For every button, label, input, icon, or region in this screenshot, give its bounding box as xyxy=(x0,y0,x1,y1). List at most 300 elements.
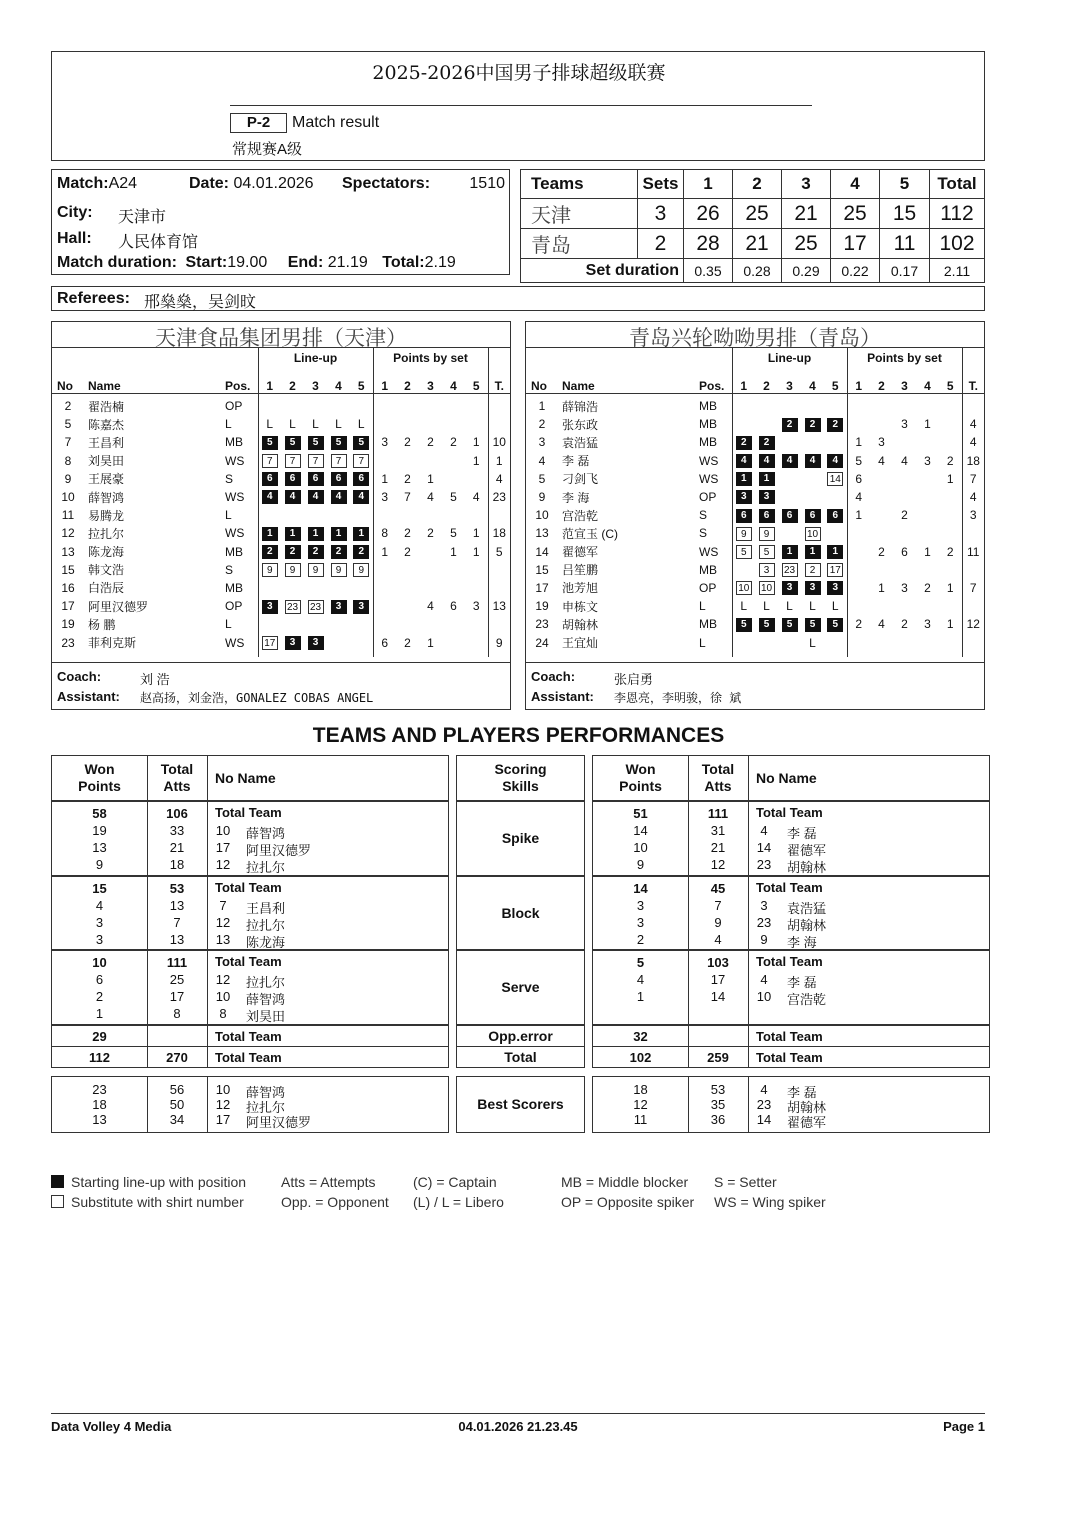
set-points xyxy=(893,397,916,415)
set-points xyxy=(465,506,488,524)
set-points: 3 xyxy=(373,488,396,506)
set-points xyxy=(847,397,870,415)
sb-s4-home: 25 xyxy=(831,199,880,229)
player-name: 刘昊田 xyxy=(88,454,125,469)
player-no: 16 xyxy=(61,580,75,595)
player-atts: 31 xyxy=(710,823,726,838)
player-row xyxy=(526,433,984,451)
libero-mark: L xyxy=(740,599,748,614)
total-value: 2.19 xyxy=(424,254,456,271)
libero-mark: L xyxy=(266,417,274,432)
set-points xyxy=(373,452,396,470)
player-pos: L xyxy=(223,506,258,524)
sb-duration-row xyxy=(521,259,985,283)
player-no: 9 xyxy=(64,471,72,486)
best-won: 11 xyxy=(633,1112,648,1127)
sb-dur4: 0.22 xyxy=(831,259,880,283)
duration-label: Match duration: xyxy=(57,254,177,271)
starter-badge: 2 xyxy=(827,418,843,432)
set-points: 2 xyxy=(404,635,411,650)
away-team-box xyxy=(525,321,985,710)
set-points xyxy=(939,488,962,506)
player-row xyxy=(526,579,984,597)
player-no: 9 xyxy=(538,490,546,505)
set-points xyxy=(442,561,465,579)
player-no: 10 xyxy=(215,823,231,838)
sub-badge: 10 xyxy=(736,581,752,595)
starter-badge: 1 xyxy=(782,545,798,559)
set-points: 1 xyxy=(427,635,434,650)
set-points xyxy=(442,415,465,433)
starter-badge: 4 xyxy=(353,490,369,504)
player-won: 4 xyxy=(95,898,104,913)
set-points: 1 xyxy=(373,470,396,488)
player-no: 17 xyxy=(61,599,75,614)
total-team-label: Total Team xyxy=(215,1050,282,1065)
player-no: 23 xyxy=(535,617,549,632)
player-row xyxy=(52,452,510,470)
starter-badge: 2 xyxy=(262,545,278,559)
player-no: 4 xyxy=(760,823,768,838)
col-lineup-1: 1 xyxy=(258,368,281,393)
player-won: 9 xyxy=(636,857,645,872)
set-points xyxy=(916,433,939,451)
set-points xyxy=(893,561,916,579)
starter-badge: 2 xyxy=(736,436,752,450)
sb-dur5: 0.17 xyxy=(880,259,930,283)
col-set-3: 3 xyxy=(419,368,442,393)
player-total xyxy=(962,597,984,615)
h-divider-2 xyxy=(207,756,208,800)
player-row xyxy=(52,561,510,579)
date-value: 04.01.2026 xyxy=(233,175,314,192)
set-points: 2 xyxy=(404,435,411,450)
lineup-header: Line-up xyxy=(732,347,847,368)
starter-badge: 2 xyxy=(353,545,369,559)
player-name: 申栋文 xyxy=(562,599,599,614)
player-atts: 7 xyxy=(714,898,722,913)
libero-mark: L xyxy=(763,599,770,614)
legend-starter: Starting line-up with position xyxy=(71,1174,247,1190)
player-pos: WS xyxy=(223,452,258,470)
best-no: 14 xyxy=(756,1112,772,1127)
sub-badge: 23 xyxy=(308,600,324,614)
set-points: 1 xyxy=(450,544,457,559)
col-set-4: 4 xyxy=(442,368,465,393)
starter-badge: 2 xyxy=(331,545,347,559)
player-no: 12 xyxy=(61,526,75,541)
starter-badge: 1 xyxy=(805,545,821,559)
set-points xyxy=(916,524,939,542)
set-points xyxy=(419,579,442,597)
assistant-label: Assistant: xyxy=(57,689,120,704)
col-set-2: 2 xyxy=(396,368,419,393)
home-opp-row xyxy=(51,1025,449,1047)
set-points: 5 xyxy=(847,452,870,470)
coach-rule xyxy=(526,662,984,663)
set-points xyxy=(939,506,962,524)
legend-mb: MB = Middle blocker xyxy=(561,1174,689,1190)
player-total: 9 xyxy=(488,633,510,651)
player-won: 3 xyxy=(636,898,645,913)
starter-badge: 4 xyxy=(308,490,324,504)
player-row xyxy=(52,488,510,506)
spectators-value: 1510 xyxy=(469,175,505,192)
starter-badge: 6 xyxy=(736,509,752,523)
sb-dur1: 0.35 xyxy=(684,259,733,283)
best-name: 阿里汉德罗 xyxy=(246,1115,312,1130)
player-pos: WS xyxy=(223,524,258,542)
col-set-1: 1 xyxy=(847,368,870,393)
libero-mark: L xyxy=(335,417,342,432)
set-points: 3 xyxy=(924,453,931,468)
player-total: 4 xyxy=(962,433,984,451)
set-points: 5 xyxy=(450,526,457,541)
team-atts: 53 xyxy=(169,881,185,896)
col-lineup-1: 1 xyxy=(732,368,755,393)
away-block-block xyxy=(592,876,990,950)
player-pos: OP xyxy=(697,488,732,506)
player-name: 翟德军 xyxy=(562,545,599,560)
player-no: 4 xyxy=(760,972,768,987)
player-total: 11 xyxy=(962,543,984,561)
set-points xyxy=(870,506,893,524)
player-pos: WS xyxy=(223,633,258,651)
assistant-label: Assistant: xyxy=(531,689,594,704)
set-points xyxy=(396,506,419,524)
best-atts: 36 xyxy=(710,1112,726,1127)
player-total xyxy=(962,524,984,542)
player-name: 范宣玉 (C) xyxy=(562,526,618,541)
player-row xyxy=(526,615,984,633)
player-total: 7 xyxy=(962,470,984,488)
player-total: 5 xyxy=(488,543,510,561)
libero-mark: L xyxy=(289,417,296,432)
set-points xyxy=(870,524,893,542)
skill-serve: Serve xyxy=(456,950,585,1025)
player-name: 李 磊 xyxy=(787,975,817,990)
player-row xyxy=(52,524,510,542)
set-points: 2 xyxy=(404,544,411,559)
starter-badge: 5 xyxy=(782,618,798,632)
set-points xyxy=(419,615,442,633)
starter-badge: 3 xyxy=(353,600,369,614)
set-points: 2 xyxy=(878,544,885,559)
sub-badge: 7 xyxy=(285,454,301,468)
referees-value: 邢燊燊，吴剑旼 xyxy=(144,294,257,311)
player-name: 薛智鸿 xyxy=(246,992,286,1007)
player-pos: S xyxy=(697,506,732,524)
player-total: 18 xyxy=(488,524,510,542)
total-atts: 259 xyxy=(707,1050,729,1065)
starter-badge: 6 xyxy=(782,509,798,523)
starter-badge: 4 xyxy=(827,454,843,468)
total-team-label: Total Team xyxy=(756,954,823,969)
player-name: 吕笙鹏 xyxy=(562,563,599,578)
player-name: 拉扎尔 xyxy=(246,975,286,990)
set-points: 1 xyxy=(472,544,480,559)
total-team-label: Total Team xyxy=(756,805,823,820)
set-points xyxy=(847,633,870,651)
set-points: 1 xyxy=(472,453,480,468)
best-scorers-label: Best Scorers xyxy=(456,1076,585,1133)
player-name: 刘昊田 xyxy=(246,1009,286,1024)
player-no: 12 xyxy=(215,972,231,987)
starter-badge: 4 xyxy=(759,454,775,468)
starter-badge: 6 xyxy=(262,472,278,486)
sub-badge: 9 xyxy=(759,527,775,541)
player-atts: 21 xyxy=(710,840,726,855)
sub-badge: 10 xyxy=(805,527,821,541)
team-won: 51 xyxy=(633,806,648,821)
player-pos: MB xyxy=(223,433,258,451)
h-won-points: Won Points xyxy=(78,761,121,794)
player-pos: S xyxy=(697,524,732,542)
starter-badge: 4 xyxy=(331,490,347,504)
player-name: 宫浩乾 xyxy=(562,508,599,523)
player-no: 1 xyxy=(538,399,546,414)
sub-badge: 10 xyxy=(759,581,775,595)
player-won: 3 xyxy=(95,932,104,947)
player-name: 李 海 xyxy=(787,935,817,950)
player-won: 4 xyxy=(636,972,645,987)
set-points xyxy=(396,615,419,633)
set-points xyxy=(870,415,893,433)
starter-badge: 1 xyxy=(759,472,775,486)
player-no: 4 xyxy=(538,453,546,468)
player-total xyxy=(488,397,510,415)
player-atts: 13 xyxy=(169,898,185,913)
player-row xyxy=(526,597,984,615)
starter-badge: 3 xyxy=(285,636,301,650)
set-points xyxy=(465,415,488,433)
set-points xyxy=(893,470,916,488)
player-no: 15 xyxy=(61,562,75,577)
team-atts: 45 xyxy=(710,881,726,896)
away-serve-block xyxy=(592,950,990,1025)
set-points: 2 xyxy=(427,435,434,450)
sub-badge: 9 xyxy=(262,563,278,577)
player-total: 13 xyxy=(488,597,510,615)
starter-badge: 3 xyxy=(308,636,324,650)
total-label: Total: xyxy=(382,254,425,271)
set-points: 2 xyxy=(946,544,954,559)
sb-dur-total: 2.11 xyxy=(930,259,985,283)
player-atts: 14 xyxy=(710,989,726,1004)
player-no: 8 xyxy=(219,1006,227,1021)
player-no: 15 xyxy=(535,562,549,577)
player-no: 23 xyxy=(61,635,75,650)
away-perf-header xyxy=(592,755,990,801)
legend-ws: WS = Wing spiker xyxy=(714,1194,826,1210)
set-points xyxy=(442,470,465,488)
end-label: End: xyxy=(287,254,324,271)
player-no: 7 xyxy=(64,435,72,450)
player-pos: OP xyxy=(697,579,732,597)
player-name: 陈龙海 xyxy=(88,545,125,560)
team-atts: 111 xyxy=(707,806,729,821)
performances-heading: TEAMS AND PLAYERS PERFORMANCES xyxy=(312,724,725,747)
best-no: 23 xyxy=(756,1097,772,1112)
set-points: 3 xyxy=(878,435,885,450)
player-row xyxy=(52,415,510,433)
set-points xyxy=(419,415,442,433)
player-total: 4 xyxy=(488,470,510,488)
starter-badge: 1 xyxy=(736,472,752,486)
player-name: 袁浩猛 xyxy=(562,435,599,450)
sb-sets-home: 3 xyxy=(638,199,684,229)
player-no: 12 xyxy=(215,857,231,872)
player-pos: MB xyxy=(697,397,732,415)
legend-opp: Opp. = Opponent xyxy=(281,1194,389,1210)
set-points xyxy=(893,524,916,542)
set-points: 1 xyxy=(946,617,954,632)
total-atts: 270 xyxy=(166,1050,188,1065)
roster-table xyxy=(52,347,510,657)
set-points xyxy=(419,543,442,561)
col-set-5: 5 xyxy=(939,368,962,393)
total-team-label: Total Team xyxy=(756,880,823,895)
set-points xyxy=(396,452,419,470)
player-pos: MB xyxy=(697,415,732,433)
starter-badge: 6 xyxy=(331,472,347,486)
col-lineup-2: 2 xyxy=(281,368,304,393)
set-points xyxy=(419,561,442,579)
match-value: A24 xyxy=(108,175,138,192)
starter-badge: 5 xyxy=(827,618,843,632)
start-label: Start: xyxy=(185,254,228,271)
hall-label: Hall: xyxy=(57,230,92,247)
player-won: 6 xyxy=(95,972,104,987)
player-pos: MB xyxy=(697,433,732,451)
player-name: 拉扎尔 xyxy=(88,526,125,541)
set-points xyxy=(373,506,396,524)
starter-badge: 1 xyxy=(308,527,324,541)
starter-badge: 2 xyxy=(805,418,821,432)
start-value: 19.00 xyxy=(227,254,268,271)
team-won: 14 xyxy=(633,881,648,896)
set-points: 4 xyxy=(901,453,908,468)
starter-badge: 1 xyxy=(285,527,301,541)
player-name: 陈龙海 xyxy=(246,935,286,950)
coach-value: 张启勇 xyxy=(614,672,654,687)
legend-sub: Substitute with shirt number xyxy=(71,1194,244,1210)
best-atts: 34 xyxy=(169,1112,185,1127)
player-pos: L xyxy=(697,633,732,651)
coach-rule xyxy=(52,662,510,663)
sub-badge: 14 xyxy=(827,472,843,486)
starter-badge: 3 xyxy=(782,581,798,595)
player-total xyxy=(488,615,510,633)
starter-badge: 5 xyxy=(805,618,821,632)
opp-won: 29 xyxy=(92,1029,107,1044)
player-name: 李 海 xyxy=(562,490,590,505)
libero-mark: L xyxy=(809,635,816,650)
player-atts: 8 xyxy=(173,1006,181,1021)
best-atts: 56 xyxy=(169,1082,185,1097)
team-won: 58 xyxy=(92,806,107,821)
player-no: 10 xyxy=(535,508,549,523)
sb-h-set2: 2 xyxy=(733,170,782,199)
away-best-scorers xyxy=(592,1076,990,1133)
set-points xyxy=(939,633,962,651)
starter-badge: 5 xyxy=(353,436,369,450)
player-pos: WS xyxy=(223,488,258,506)
referees-label: Referees: xyxy=(57,290,130,307)
starter-badge: 2 xyxy=(782,418,798,432)
header-box xyxy=(51,51,985,161)
best-atts: 53 xyxy=(710,1082,726,1097)
best-name: 翟德军 xyxy=(787,1115,827,1130)
sub-badge: 7 xyxy=(331,454,347,468)
libero-mark: L xyxy=(357,417,365,432)
player-won: 9 xyxy=(95,857,104,872)
player-no: 7 xyxy=(219,898,227,913)
scoring-skills-header: Scoring Skills xyxy=(456,755,585,801)
team-name: 天津食品集团男排（天津） xyxy=(155,326,407,350)
opp-error-label: Opp.error xyxy=(456,1025,585,1047)
sub-badge: 17 xyxy=(827,563,843,577)
total-label: Total xyxy=(456,1046,585,1068)
set-points xyxy=(373,579,396,597)
set-points xyxy=(442,397,465,415)
col-pos: Pos. xyxy=(223,368,258,393)
player-name: 李 磊 xyxy=(787,826,817,841)
legend-atts: Atts = Attempts xyxy=(281,1174,376,1190)
player-won: 10 xyxy=(633,840,648,855)
coach-label: Coach: xyxy=(531,669,576,684)
starter-badge: 4 xyxy=(736,454,752,468)
starter-badge: 1 xyxy=(331,527,347,541)
set-points: 4 xyxy=(878,617,885,632)
set-points xyxy=(396,597,419,615)
sb-team-home: 天津 xyxy=(521,199,638,229)
player-total: 18 xyxy=(962,452,984,470)
set-points: 4 xyxy=(472,490,480,505)
starter-badge: 5 xyxy=(308,436,324,450)
total-team-label: Total Team xyxy=(756,1029,823,1044)
set-points xyxy=(916,633,939,651)
player-name: 拉扎尔 xyxy=(246,918,286,933)
set-points xyxy=(442,633,465,651)
set-points xyxy=(939,597,962,615)
home-team-box xyxy=(51,321,511,710)
best-no: 17 xyxy=(215,1112,231,1127)
player-won: 13 xyxy=(92,840,107,855)
player-no: 2 xyxy=(538,417,546,432)
col-total: T. xyxy=(488,368,510,393)
starter-badge: 6 xyxy=(827,509,843,523)
sb-h-teams: Teams xyxy=(521,170,638,199)
player-won: 1 xyxy=(636,989,645,1004)
player-no: 10 xyxy=(756,989,772,1004)
sb-sets-away: 2 xyxy=(638,229,684,259)
player-atts: 18 xyxy=(169,857,185,872)
set-points: 1 xyxy=(472,435,480,450)
player-total xyxy=(962,561,984,579)
starter-badge: 4 xyxy=(285,490,301,504)
sb-s5-away: 11 xyxy=(880,229,930,259)
total-team-label: Total Team xyxy=(756,1050,823,1065)
player-no: 2 xyxy=(64,399,72,414)
starter-badge: 5 xyxy=(331,436,347,450)
sub-badge: 9 xyxy=(353,563,369,577)
col-lineup-4: 4 xyxy=(327,368,350,393)
set-points xyxy=(465,561,488,579)
starter-badge: 2 xyxy=(759,436,775,450)
points-by-set-header: Points by set xyxy=(847,347,962,368)
set-points xyxy=(419,397,442,415)
